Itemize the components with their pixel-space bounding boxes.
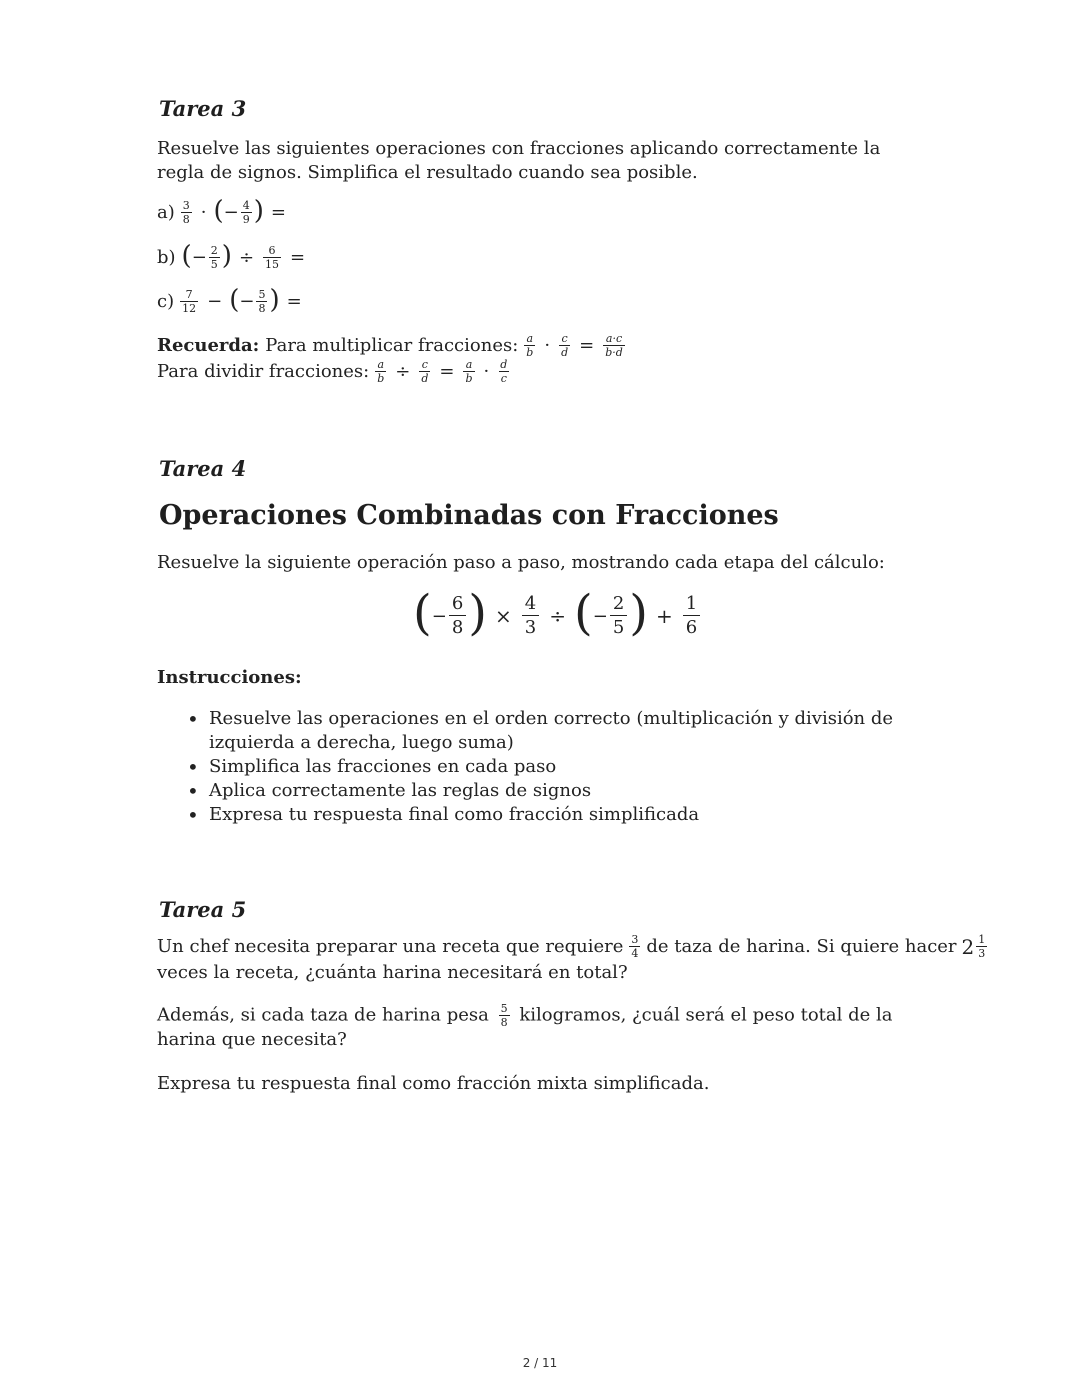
task3-intro: Resuelve las siguientes operaciones con fracciones aplicando correctamente la regla de signos. Simplifica el resultado cuando sea posible. (157, 138, 881, 183)
task4-intro: Resuelve la siguiente operación paso a paso, mostrando cada etapa del cálculo: (157, 552, 885, 573)
task4-heading: Operaciones Combinadas con Fracciones (159, 500, 779, 531)
instruction-item: • Aplica correctamente las reglas de signos (157, 779, 927, 803)
task3-item-b: b) ( − $\frac{2}{5}$ ) ÷ $\frac{6}{15}$ = (157, 241, 306, 271)
task4-label: Tarea 4 (159, 456, 247, 481)
task5-paragraph-1: Un chef necesita preparar una receta que requiere $\frac{3}{4}$ de taza de harina. Si quiere hacer 2 $\frac{1}{3}$ veces la receta, ¿cuánta harina necesitará en total? (157, 933, 986, 983)
combined-expression: ( − $\frac{6}{8}$ ) × $\frac{4}{3}$ ÷ ( − $\frac{2}{5}$ ) + $\frac{1}{6}$ (413, 592, 702, 640)
task3-label: Tarea 3 (159, 96, 247, 121)
instruction-item: • Resuelve las operaciones en el orden correcto (multiplicación y división de izquierda a derecha, luego suma) (157, 707, 927, 755)
task5-p1-a: Un chef necesita preparar una receta que requiere (157, 935, 624, 957)
task5-p2-b: kilogramos, ¿cuál será el peso total de la harina que necesita? (157, 1004, 893, 1050)
remember-divide: Para dividir fracciones: $\frac{a}{b}$ ÷ $\frac{c}{d}$ = $\frac{a}{b}$ · $\frac{d}{c}$ (157, 358, 508, 385)
task5-paragraph-2: Además, si cada taza de harina pesa $\frac{5}{8}$ kilogramos, ¿cuál será el peso total de la harina que necesita? (157, 1002, 893, 1050)
task5-p1-c: veces la receta, ¿cuánta harina necesitará en total? (157, 962, 628, 983)
instructions-list (157, 707, 927, 827)
item-b-letter: b) (157, 246, 176, 268)
task5-p2-a: Además, si cada taza de harina pesa (157, 1004, 489, 1026)
page-number: 2 / 11 (522, 1356, 558, 1370)
task3-item-c: c) $\frac{7}{12}$ − ( − $\frac{5}{8}$ ) = (157, 285, 302, 315)
remember-multiply-text: Para multiplicar fracciones: (265, 334, 519, 356)
task3-item-a: a) $\frac{3}{8}$ · ( − $\frac{4}{9}$ ) = (157, 196, 286, 226)
instruction-item: • Simplifica las fracciones en cada paso (157, 755, 927, 779)
item-a-letter: a) (157, 201, 175, 223)
task5-p1-b: de taza de harina. Si quiere hacer (646, 935, 957, 957)
remember-multiply: Recuerda: Para multiplicar fracciones: $\frac{a}{b}$ · $\frac{c}{d}$ = $\frac{a\cdot c}{b\cdot d}$ (157, 332, 623, 359)
remember-divide-text: Para dividir fracciones: (157, 360, 370, 382)
instructions-label: Instrucciones: (157, 667, 302, 688)
remember-label: Recuerda: (157, 334, 260, 356)
task5-paragraph-3: Expresa tu respuesta final como fracción mixta simplificada. (157, 1073, 710, 1094)
item-c-letter: c) (157, 290, 175, 312)
instruction-item: • Expresa tu respuesta final como fracción simplificada (157, 803, 927, 827)
task5-label: Tarea 5 (159, 897, 247, 922)
